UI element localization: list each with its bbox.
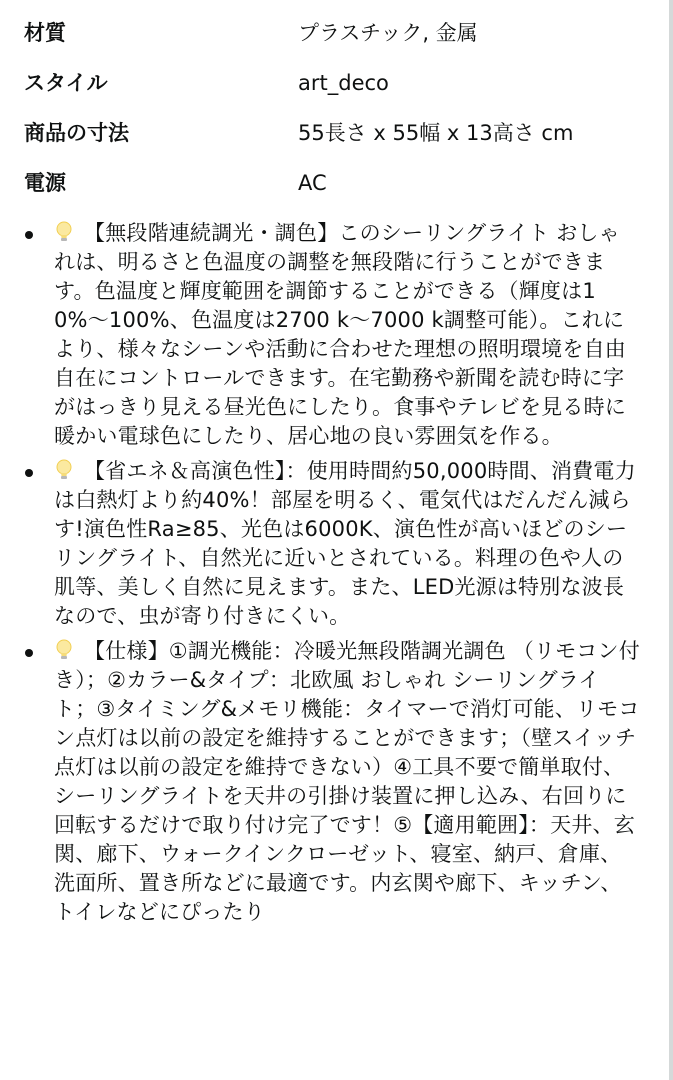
spec-row-style: [0, 58, 669, 108]
spec-label: スタイル: [24, 70, 108, 95]
spec-label: 電源: [24, 170, 66, 195]
right-edge-border: [669, 0, 673, 1080]
spec-value: AC: [298, 170, 327, 195]
bullet-dot: [25, 231, 33, 239]
spec-value: 55長さ x 55幅 x 13高さ cm: [298, 120, 574, 145]
feature-bullet: [0, 219, 669, 451]
spec-label: 材質: [24, 20, 66, 45]
feature-bullet: [0, 457, 669, 631]
spec-row-material: [0, 8, 669, 58]
bullet-dot: [25, 469, 33, 477]
lightbulb-icon: [54, 639, 74, 661]
spec-row-power-source: [0, 158, 669, 208]
feature-bullet-text: 【仕様】①調光機能：冷暖光無段階調光調色 （リモコン付き）；②カラー&タイプ：北欧風 おしゃれ シーリングライト；③タイミング&メモリ機能：タイマーで消灯可能、リモコン点灯は以前の設定を維持することができます；（壁スイッチ点灯は以前の設定を維持できない）④工具不要で簡単取付、シーリングライトを天井の引掛け装置に押し込み、右回りに回転するだけで取り付け完了です！⑤【適用範囲】：天井、玄関、廊下、ウォークインクローゼット、寝室、納戸、倉庫、洗面所、置き所などに最適です。内玄関や廊下、キッチン、トイレなどにぴったり: [54, 639, 640, 924]
lightbulb-icon: [54, 459, 74, 481]
spec-row-dimensions: [0, 108, 669, 158]
feature-bullet-text: 【無段階連続調光・調色】このシーリングライト おしゃれは、明るさと色温度の調整を無段階に行うことができます。色温度と輝度範囲を調節することができる（輝度は10%〜100%、色温度は2700 k〜7000 k調整可能）。これにより、様々なシーンや活動に合わせた理想の照明環境を自由自在にコントロールできます。在宅勤務や新聞を読む時に字がはっきり見える昼光色にしたり。食事やテレビを見る時に暖かい電球色にしたり、居心地の良い雰囲気を作る。: [54, 221, 626, 448]
feature-bullet: [0, 637, 669, 927]
spec-value: art_deco: [298, 70, 389, 95]
feature-bullet-list: [0, 219, 669, 933]
bullet-dot: [25, 649, 33, 657]
spec-value: プラスチック, 金属: [298, 20, 478, 45]
feature-bullet-text: 【省エネ＆高演色性】：使用時間約50,000時間、消費電力は白熱灯より約40%！部屋を明るく、電気代はだんだん減らす!演色性Ra≥85、光色は6000K、演色性が高いほどのシーリングライト、自然光に近いとされている。料理の色や人の肌等、美しく自然に見えます。また、LED光源は特別な波長なので、虫が寄り付きにくい。: [54, 459, 636, 628]
lightbulb-icon: [54, 221, 74, 243]
spec-label: 商品の寸法: [24, 120, 129, 145]
product-specs-table: [0, 8, 669, 208]
